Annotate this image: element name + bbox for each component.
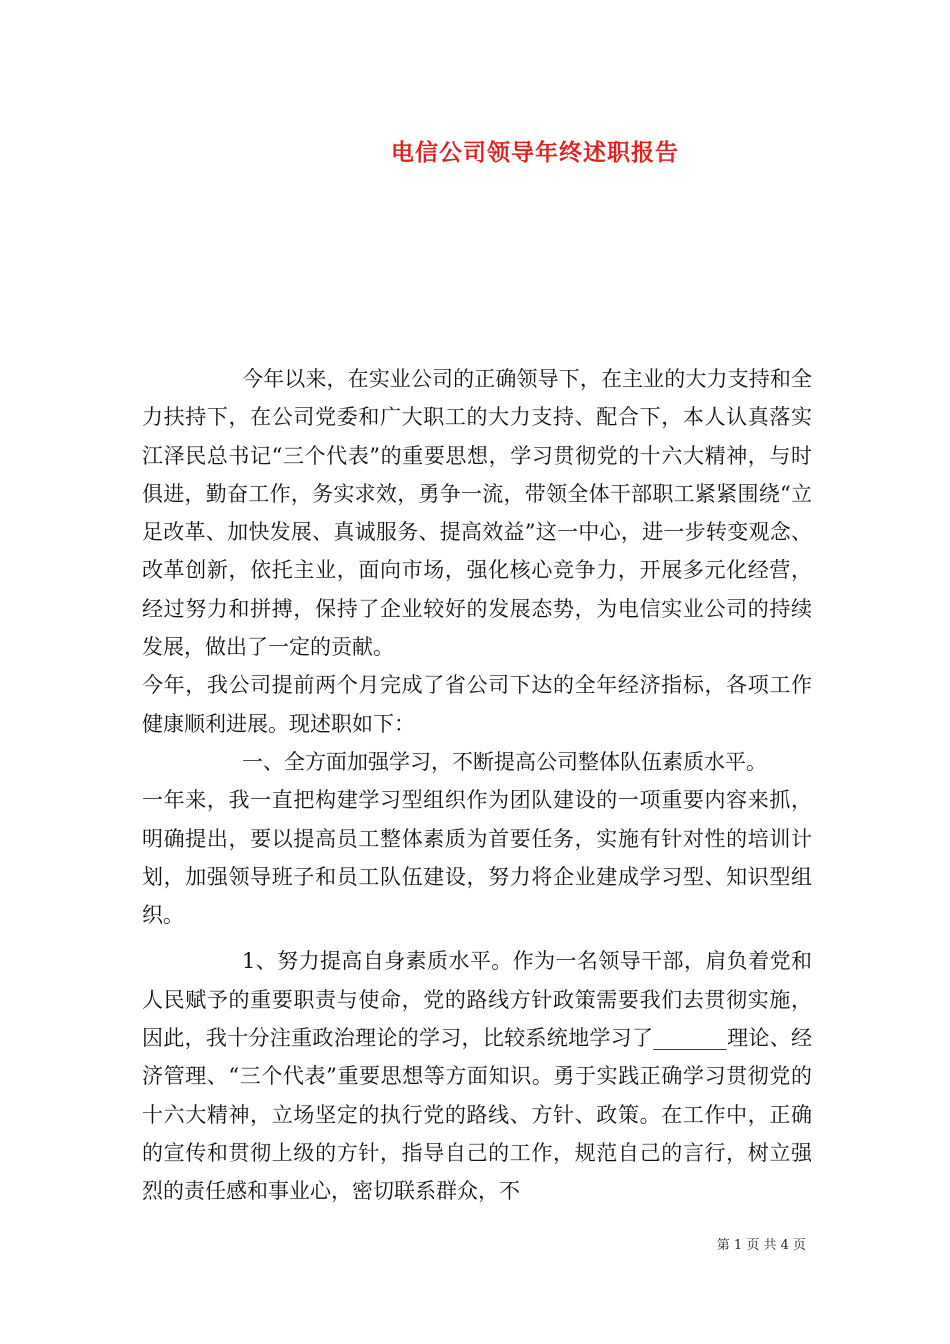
paragraph-item-1: 1、努力提高自身素质水平。作为一名领导干部，肩负着党和人民赋予的重要职责与使命，党的路线方针政策需要我们去贯彻实施，因此，我十分注重政治理论的学习，比较系统地学习了_______理论、经济管理、“三个代表”重要思想等方面知识。勇于实践正确学习贯彻党的十六大精神，立场坚定的执行党的路线、方针、政策。在工作中，正确的宣传和贯彻上级的方针，指导自己的工作，规范自己的言行，树立强烈的责任感和事业心，密切联系群众，不: [142, 949, 812, 1204]
paragraph-intro: 今年以来，在实业公司的正确领导下，在主业的大力支持和全力扶持下，在公司党委和广大职工的大力支持、配合下，本人认真落实江泽民总书记“三个代表”的重要思想，学习贯彻党的十六大精神，与时俱进，勤奋工作，务实求效，勇争一流，带领全体干部职工紧紧围绕“立足改革、加快发展、真诚服务、提高效益”这一中心，进一步转变观念、改革创新，依托主业，面向市场，强化核心竞争力，开展多元化经营，经过努力和拼搏，保持了企业较好的发展态势，为电信实业公司的持续发展，做出了一定的贡献。: [142, 367, 812, 660]
section-heading-1: 一、全方面加强学习，不断提高公司整体队伍素质水平。: [242, 749, 767, 774]
paragraph-summary: 今年，我公司提前两个月完成了省公司下达的全年经济指标，各项工作健康顺利进展。现述职如下：: [142, 673, 812, 736]
document-body: [142, 360, 812, 1211]
paragraph-section-1: 一年来，我一直把构建学习型组织作为团队建设的一项重要内容来抓，明确提出，要以提高员工整体素质为首要任务，实施有针对性的培训计划，加强领导班子和员工队伍建设，努力将企业建成学习型、知识型组织。: [142, 788, 812, 928]
document-title: 电信公司领导年终述职报告: [391, 139, 679, 166]
page-number: 第 1 页 共 4 页: [716, 1238, 806, 1253]
